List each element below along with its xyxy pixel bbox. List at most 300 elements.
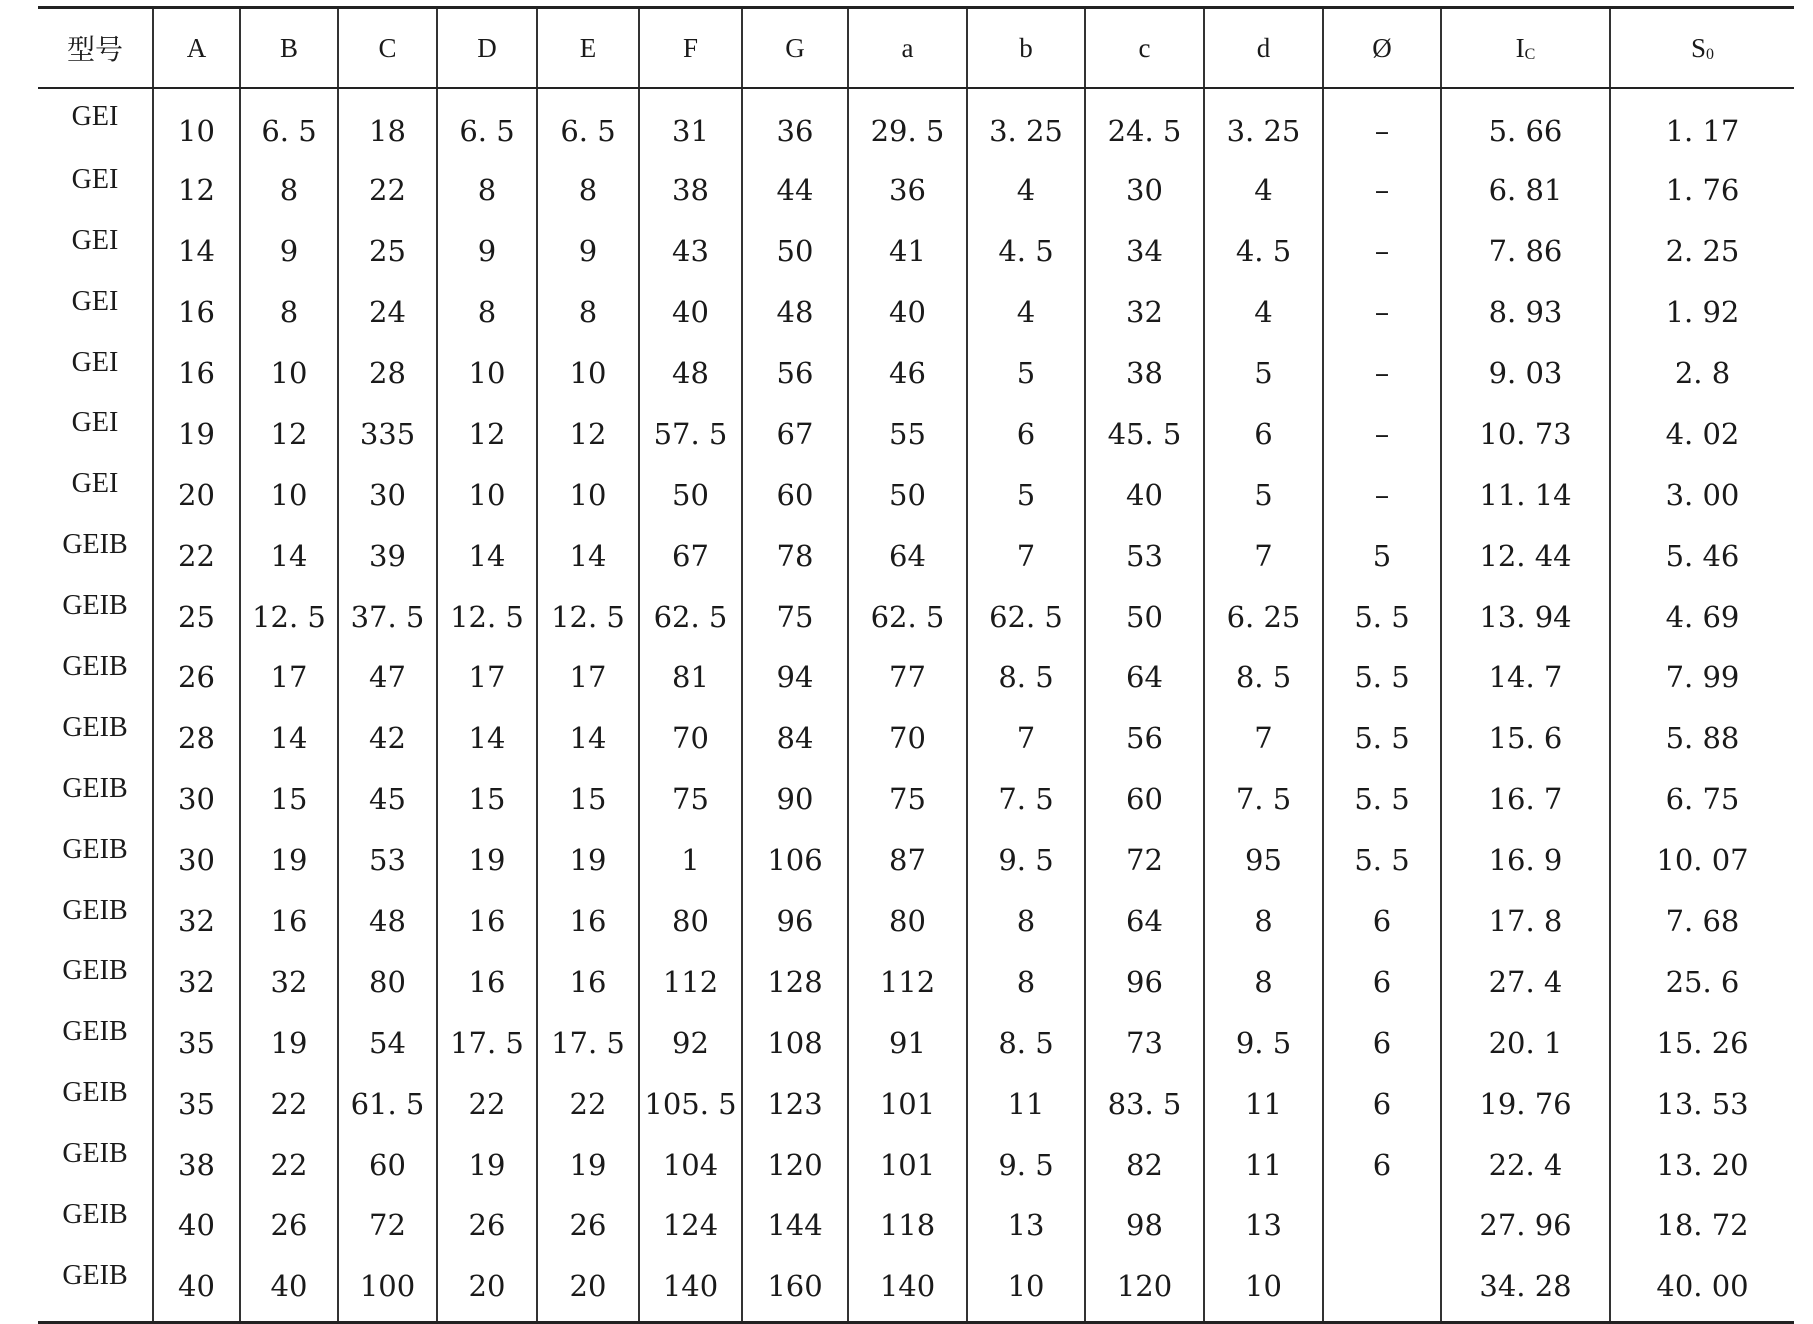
column-header-3 xyxy=(338,8,437,89)
value-cell: 5. 5 xyxy=(1323,647,1441,708)
model-cell: GEI xyxy=(38,464,153,525)
value-cell: 3. 25 xyxy=(1204,88,1323,160)
column-header-label: S xyxy=(1690,32,1707,63)
value-cell: 62. 5 xyxy=(967,586,1085,647)
column-header-subscript: C xyxy=(1524,45,1536,63)
value-cell: 4 xyxy=(967,160,1085,221)
value-cell: 73 xyxy=(1085,1012,1204,1073)
table-row xyxy=(38,221,1794,282)
value-cell: 11 xyxy=(1204,1134,1323,1195)
value-cell: 12. 5 xyxy=(240,586,338,647)
table-row xyxy=(38,708,1794,769)
value-cell: 4 xyxy=(1204,282,1323,343)
model-cell: GEIB xyxy=(38,1134,153,1195)
value-cell: 22 xyxy=(338,160,437,221)
value-cell: 37. 5 xyxy=(338,586,437,647)
value-cell: 53 xyxy=(338,830,437,891)
value-cell: 95 xyxy=(1204,830,1323,891)
value-cell: 14 xyxy=(537,525,639,586)
value-cell: 2. 8 xyxy=(1674,356,1731,390)
table-row xyxy=(38,282,1794,343)
table-row xyxy=(38,403,1794,464)
value-cell: – xyxy=(1323,403,1441,464)
value-cell: 48 xyxy=(639,343,742,404)
value-cell: 28 xyxy=(338,343,437,404)
value-cell: 7. 99 xyxy=(1665,660,1740,695)
value-cell: 2. 25 xyxy=(1665,234,1740,269)
value-cell: 7. 86 xyxy=(1441,221,1610,282)
model-cell: GEIB xyxy=(38,830,153,891)
column-header-9 xyxy=(967,8,1085,89)
value-cell: 101 xyxy=(848,1073,967,1134)
value-cell: 8 xyxy=(537,282,639,343)
value-cell: 8. 93 xyxy=(1441,282,1610,343)
value-cell: 14 xyxy=(240,708,338,769)
value-cell: 5. 66 xyxy=(1441,88,1610,160)
table-row xyxy=(38,160,1794,221)
value-cell: 39 xyxy=(338,525,437,586)
value-cell: 15 xyxy=(240,769,338,830)
value-cell: 90 xyxy=(742,769,848,830)
value-cell: 32 xyxy=(240,951,338,1012)
model-cell: GEIB xyxy=(38,647,153,708)
value-cell: 75 xyxy=(639,769,742,830)
value-cell: 91 xyxy=(848,1012,967,1073)
value-cell: 13. 94 xyxy=(1441,586,1610,647)
column-header-label: D xyxy=(477,32,497,63)
value-cell: 10 xyxy=(967,1256,1085,1322)
value-cell: 75 xyxy=(848,769,967,830)
value-cell: 13. 53 xyxy=(1656,1086,1749,1121)
model-cell: GEI xyxy=(38,160,153,221)
value-cell: 5. 5 xyxy=(1323,708,1441,769)
value-cell: 8 xyxy=(437,160,537,221)
value-cell: 7. 68 xyxy=(1665,904,1740,939)
value-cell: – xyxy=(1323,343,1441,404)
value-cell: 45 xyxy=(338,769,437,830)
value-cell: 7 xyxy=(1204,708,1323,769)
model-cell: GEIB xyxy=(38,1195,153,1256)
value-cell: 6 xyxy=(1323,1134,1441,1195)
value-cell: 24. 5 xyxy=(1085,88,1204,160)
column-header-label: b xyxy=(1019,32,1033,63)
value-cell: 20 xyxy=(537,1256,639,1322)
value-cell: 10 xyxy=(537,343,639,404)
value-cell: 22 xyxy=(240,1073,338,1134)
value-cell: 35 xyxy=(153,1012,240,1073)
value-cell: 31 xyxy=(639,88,742,160)
model-cell: GEIB xyxy=(38,1256,153,1322)
value-cell: 11. 14 xyxy=(1441,464,1610,525)
value-cell: 6 xyxy=(1204,403,1323,464)
value-cell: 10 xyxy=(240,464,338,525)
value-cell: 48 xyxy=(338,891,437,952)
model-cell: GEIB xyxy=(38,1073,153,1134)
value-cell: 30 xyxy=(153,830,240,891)
value-cell: 4 xyxy=(1204,160,1323,221)
column-header-12 xyxy=(1323,8,1441,89)
column-header-subscript: 0 xyxy=(1706,45,1715,63)
column-header-2 xyxy=(240,8,338,89)
value-cell: 98 xyxy=(1085,1195,1204,1256)
column-header-label: a xyxy=(901,32,914,63)
value-cell: 72 xyxy=(1085,830,1204,891)
value-cell: 82 xyxy=(1085,1134,1204,1195)
value-cell: 9 xyxy=(437,221,537,282)
value-cell: 25. 6 xyxy=(1665,964,1740,999)
value-cell: 8 xyxy=(967,951,1085,1012)
column-header-label: F xyxy=(682,32,699,63)
value-cell: 6. 5 xyxy=(240,88,338,160)
value-cell: 56 xyxy=(742,343,848,404)
value-cell: 81 xyxy=(639,647,742,708)
value-cell: 46 xyxy=(848,343,967,404)
value-cell: 5 xyxy=(1204,464,1323,525)
model-cell: GEI xyxy=(38,282,153,343)
value-cell: 47 xyxy=(338,647,437,708)
value-cell: 32 xyxy=(153,951,240,1012)
value-cell: 10 xyxy=(537,464,639,525)
table-row xyxy=(38,891,1794,952)
column-header-label: C xyxy=(378,32,397,63)
table-row xyxy=(38,830,1794,891)
value-cell: 34. 28 xyxy=(1441,1256,1610,1322)
value-cell: 9. 03 xyxy=(1441,343,1610,404)
value-cell: 4 xyxy=(967,282,1085,343)
value-cell: 55 xyxy=(848,403,967,464)
column-header-1 xyxy=(153,8,240,89)
model-cell: GEI xyxy=(38,343,153,404)
value-cell: 80 xyxy=(639,891,742,952)
value-cell: 8 xyxy=(1204,891,1323,952)
value-cell: 4. 5 xyxy=(1204,221,1323,282)
value-cell: 5 xyxy=(967,343,1085,404)
value-cell: 70 xyxy=(848,708,967,769)
value-cell: 14 xyxy=(240,525,338,586)
column-header-6 xyxy=(639,8,742,89)
value-cell: 40 xyxy=(639,282,742,343)
value-cell: 112 xyxy=(639,951,742,1012)
value-cell: 27. 4 xyxy=(1441,951,1610,1012)
model-cell: GEI xyxy=(38,403,153,464)
column-header-label: E xyxy=(579,32,597,63)
value-cell: 70 xyxy=(639,708,742,769)
value-cell: 53 xyxy=(1085,525,1204,586)
value-cell: 104 xyxy=(639,1134,742,1195)
column-header-label: c xyxy=(1138,32,1151,63)
value-cell: 44 xyxy=(742,160,848,221)
column-header-11 xyxy=(1204,8,1323,89)
value-cell: 14 xyxy=(153,221,240,282)
column-header-label: 型号 xyxy=(66,33,123,66)
value-cell: 78 xyxy=(742,525,848,586)
value-cell: 5 xyxy=(1204,343,1323,404)
value-cell: 16 xyxy=(537,951,639,1012)
model-cell: GEI xyxy=(38,88,153,160)
value-cell: 8 xyxy=(240,282,338,343)
value-cell: 10 xyxy=(153,88,240,160)
value-cell: 17. 5 xyxy=(537,1012,639,1073)
value-cell: 14. 7 xyxy=(1441,647,1610,708)
value-cell: 40 xyxy=(848,282,967,343)
value-cell: 10 xyxy=(437,464,537,525)
value-cell: 10 xyxy=(437,343,537,404)
value-cell: 20 xyxy=(153,464,240,525)
value-cell: 1 xyxy=(639,830,742,891)
value-cell: 80 xyxy=(338,951,437,1012)
value-cell: 40 xyxy=(153,1195,240,1256)
table-row xyxy=(38,1195,1794,1256)
value-cell: 16. 7 xyxy=(1441,769,1610,830)
table-row xyxy=(38,1073,1794,1134)
table-row xyxy=(38,769,1794,830)
table-row xyxy=(38,88,1794,160)
value-cell: 6. 25 xyxy=(1204,586,1323,647)
value-cell: 56 xyxy=(1085,708,1204,769)
value-cell: 1. 92 xyxy=(1665,295,1740,330)
value-cell: 16 xyxy=(437,951,537,1012)
value-cell: 17. 8 xyxy=(1441,891,1610,952)
value-cell: – xyxy=(1323,464,1441,525)
table-row xyxy=(38,586,1794,647)
value-cell: 140 xyxy=(848,1256,967,1322)
value-cell: 16 xyxy=(153,343,240,404)
value-cell: 60 xyxy=(1085,769,1204,830)
value-cell: 16 xyxy=(437,891,537,952)
value-cell: 40 xyxy=(240,1256,338,1322)
value-cell: 20 xyxy=(437,1256,537,1322)
value-cell: 40. 00 xyxy=(1610,1256,1794,1322)
value-cell: 17 xyxy=(437,647,537,708)
value-cell: 34 xyxy=(1085,221,1204,282)
table-row xyxy=(38,1012,1794,1073)
header-row xyxy=(38,8,1794,89)
value-cell: 140 xyxy=(639,1256,742,1322)
column-header-5 xyxy=(537,8,639,89)
value-cell: 25 xyxy=(338,221,437,282)
value-cell: 62. 5 xyxy=(639,586,742,647)
value-cell: 29. 5 xyxy=(848,88,967,160)
value-cell: 19 xyxy=(240,1012,338,1073)
value-cell: 15. 26 xyxy=(1656,1025,1749,1060)
value-cell: 92 xyxy=(639,1012,742,1073)
value-cell: 6 xyxy=(1323,1073,1441,1134)
value-cell: 30 xyxy=(153,769,240,830)
value-cell: 12. 5 xyxy=(437,586,537,647)
value-cell: 10. 07 xyxy=(1656,843,1749,878)
value-cell: 9 xyxy=(240,221,338,282)
value-cell: 24 xyxy=(338,282,437,343)
value-cell: 10 xyxy=(1204,1256,1323,1322)
value-cell: 10. 73 xyxy=(1441,403,1610,464)
value-cell: 3. 00 xyxy=(1665,477,1740,512)
value-cell: 6. 5 xyxy=(537,88,639,160)
value-cell: 19 xyxy=(437,1134,537,1195)
value-cell: 9. 5 xyxy=(967,1134,1085,1195)
value-cell: 17 xyxy=(240,647,338,708)
value-cell: 4. 02 xyxy=(1665,416,1740,451)
value-cell: 12. 5 xyxy=(537,586,639,647)
value-cell: 22 xyxy=(437,1073,537,1134)
value-cell: 106 xyxy=(742,830,848,891)
value-cell: 28 xyxy=(153,708,240,769)
column-header-label: d xyxy=(1256,32,1271,63)
value-cell: 22 xyxy=(240,1134,338,1195)
value-cell: 13. 20 xyxy=(1656,1147,1749,1182)
column-header-4 xyxy=(437,8,537,89)
value-cell: 43 xyxy=(639,221,742,282)
value-cell: 20. 1 xyxy=(1441,1012,1610,1073)
value-cell: 96 xyxy=(742,891,848,952)
value-cell: 17. 5 xyxy=(437,1012,537,1073)
value-cell: 5 xyxy=(1323,525,1441,586)
value-cell: 8 xyxy=(437,282,537,343)
value-cell: 62. 5 xyxy=(848,586,967,647)
value-cell: 8 xyxy=(967,891,1085,952)
value-cell: 30 xyxy=(338,464,437,525)
value-cell: 6 xyxy=(967,403,1085,464)
value-cell: 16. 9 xyxy=(1441,830,1610,891)
table-row xyxy=(38,951,1794,1012)
value-cell: 14 xyxy=(437,708,537,769)
value-cell: 8 xyxy=(240,160,338,221)
value-cell: 96 xyxy=(1085,951,1204,1012)
value-cell: 5. 5 xyxy=(1323,769,1441,830)
column-header-label: B xyxy=(279,32,298,63)
value-cell xyxy=(1323,1256,1441,1322)
value-cell: 12. 44 xyxy=(1441,525,1610,586)
value-cell: 4. 69 xyxy=(1665,599,1740,634)
value-cell: 9. 5 xyxy=(967,830,1085,891)
value-cell: 101 xyxy=(848,1134,967,1195)
value-cell: 6 xyxy=(1323,891,1441,952)
value-cell: 120 xyxy=(1085,1256,1204,1322)
value-cell: 5. 5 xyxy=(1323,586,1441,647)
value-cell: 128 xyxy=(742,951,848,1012)
value-cell: 160 xyxy=(742,1256,848,1322)
value-cell: 77 xyxy=(848,647,967,708)
value-cell: 8. 5 xyxy=(967,1012,1085,1073)
value-cell: 18. 72 xyxy=(1656,1208,1749,1243)
value-cell: 6 xyxy=(1323,1012,1441,1073)
column-header-label: G xyxy=(785,32,805,63)
value-cell: 19 xyxy=(537,830,639,891)
value-cell: 13 xyxy=(967,1195,1085,1256)
value-cell: 6 xyxy=(1323,951,1441,1012)
table-row xyxy=(38,647,1794,708)
value-cell: – xyxy=(1323,88,1441,160)
value-cell: 50 xyxy=(1085,586,1204,647)
value-cell: 48 xyxy=(742,282,848,343)
value-cell: 7. 5 xyxy=(1204,769,1323,830)
value-cell: 64 xyxy=(1085,891,1204,952)
value-cell: 30 xyxy=(1085,160,1204,221)
value-cell: 9. 5 xyxy=(1204,1012,1323,1073)
value-cell: 22 xyxy=(153,525,240,586)
value-cell: 60 xyxy=(742,464,848,525)
value-cell: 38 xyxy=(1085,343,1204,404)
value-cell: 144 xyxy=(742,1195,848,1256)
value-cell: 61. 5 xyxy=(338,1073,437,1134)
value-cell: 19 xyxy=(537,1134,639,1195)
value-cell: 83. 5 xyxy=(1085,1073,1204,1134)
value-cell: 12 xyxy=(240,403,338,464)
value-cell: 335 xyxy=(338,403,437,464)
column-header-14 xyxy=(1610,8,1794,89)
model-cell: GEIB xyxy=(38,525,153,586)
model-cell: GEIB xyxy=(38,1012,153,1073)
value-cell: 72 xyxy=(338,1195,437,1256)
value-cell: 22. 4 xyxy=(1441,1134,1610,1195)
value-cell: 15 xyxy=(437,769,537,830)
table-row xyxy=(38,1256,1794,1322)
value-cell: 112 xyxy=(848,951,967,1012)
model-cell: GEIB xyxy=(38,951,153,1012)
value-cell: 14 xyxy=(437,525,537,586)
value-cell: 84 xyxy=(742,708,848,769)
value-cell: 123 xyxy=(742,1073,848,1134)
value-cell: – xyxy=(1323,282,1441,343)
value-cell: 12 xyxy=(537,403,639,464)
value-cell: 40 xyxy=(153,1256,240,1322)
value-cell: 87 xyxy=(848,830,967,891)
model-cell: GEIB xyxy=(38,708,153,769)
value-cell: 41 xyxy=(848,221,967,282)
value-cell: 15. 6 xyxy=(1441,708,1610,769)
value-cell: 19 xyxy=(153,403,240,464)
value-cell: 42 xyxy=(338,708,437,769)
value-cell: 57. 5 xyxy=(639,403,742,464)
value-cell: 75 xyxy=(742,586,848,647)
value-cell: 8 xyxy=(1204,951,1323,1012)
column-header-label: I xyxy=(1515,32,1525,63)
value-cell: 5. 46 xyxy=(1665,538,1740,573)
table-row xyxy=(38,343,1794,404)
value-cell: 32 xyxy=(1085,282,1204,343)
value-cell: 54 xyxy=(338,1012,437,1073)
value-cell: 3. 25 xyxy=(967,88,1085,160)
value-cell: 8 xyxy=(537,160,639,221)
column-header-8 xyxy=(848,8,967,89)
value-cell: 16 xyxy=(240,891,338,952)
table-row xyxy=(38,464,1794,525)
column-header-13 xyxy=(1441,8,1610,89)
value-cell: 15 xyxy=(537,769,639,830)
value-cell: 4. 5 xyxy=(967,221,1085,282)
value-cell: – xyxy=(1323,160,1441,221)
value-cell: 32 xyxy=(153,891,240,952)
value-cell: 1. 76 xyxy=(1665,173,1740,208)
value-cell: 36 xyxy=(742,88,848,160)
value-cell: 38 xyxy=(153,1134,240,1195)
value-cell: 16 xyxy=(153,282,240,343)
value-cell: 7 xyxy=(967,708,1085,769)
value-cell: 9 xyxy=(537,221,639,282)
value-cell: 64 xyxy=(1085,647,1204,708)
value-cell: 27. 96 xyxy=(1441,1195,1610,1256)
column-header-0 xyxy=(38,8,153,89)
column-header-label: A xyxy=(186,32,207,63)
value-cell: 26 xyxy=(153,647,240,708)
value-cell: 19 xyxy=(240,830,338,891)
value-cell: 5. 5 xyxy=(1323,830,1441,891)
value-cell: 26 xyxy=(240,1195,338,1256)
value-cell: 8. 5 xyxy=(967,647,1085,708)
value-cell: 26 xyxy=(537,1195,639,1256)
value-cell: 100 xyxy=(338,1256,437,1322)
spec-table xyxy=(38,6,1794,1324)
value-cell: 45. 5 xyxy=(1085,403,1204,464)
